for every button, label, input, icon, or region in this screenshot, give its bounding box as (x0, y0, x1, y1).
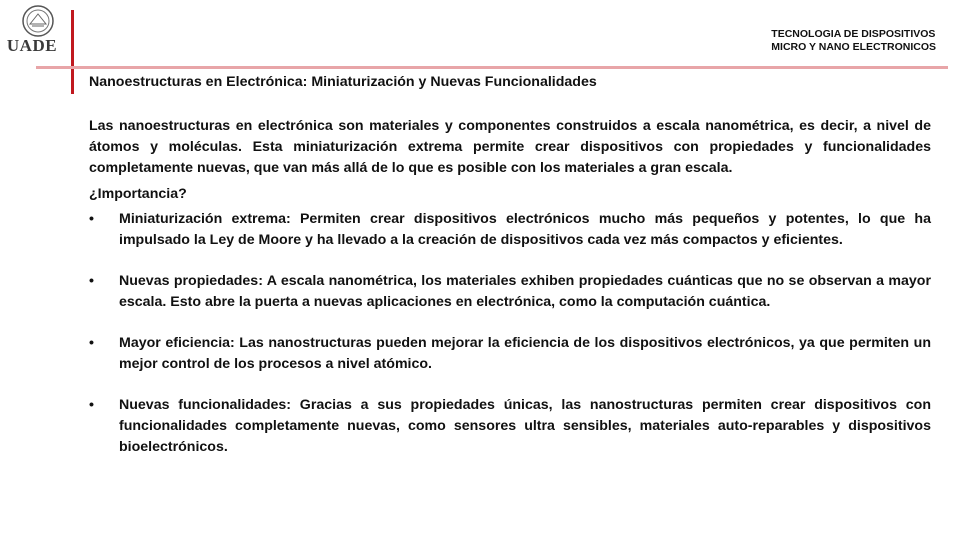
list-item-text: Mayor eficiencia: Las nanostructuras pueden mejorar la eficiencia de los dispositivos electrónicos, ya que permiten un mejor control de los procesos a nivel atómico. (119, 335, 931, 372)
header-divider (36, 66, 948, 69)
importance-heading: ¿Importancia? (89, 186, 187, 202)
intro-paragraph: Las nanoestructuras en electrónica son materiales y componentes construidos a escala nanométrica, es decir, a nivel de átomos y moléculas. Esta miniaturización extrema permite crear dispositivos con propiedades y funcionalidades completamente nuevas, que van más allá de lo que es posible con los materiales a gran escala. (89, 118, 931, 176)
list-item-text: Miniaturización extrema: Permiten crear dispositivos electrónicos mucho más pequeños y potentes, lo que ha impulsado la Ley de Moore y ha llevado a la creación de dispositivos cada vez más compactos y eficientes. (119, 211, 931, 248)
bullet-icon: • (89, 397, 94, 413)
bullet-icon: • (89, 211, 94, 227)
course-title-line-2: MICRO Y NANO ELECTRONICOS (771, 41, 936, 53)
course-title (771, 28, 936, 54)
uade-seal-icon (8, 4, 68, 40)
logo-text: UADE (6, 36, 58, 55)
slide-title: Nanoestructuras en Electrónica: Miniaturización y Nuevas Funcionalidades (89, 74, 597, 90)
list-item (89, 271, 931, 313)
list-item-text: Nuevas propiedades: A escala nanométrica, los materiales exhiben propiedades cuánticas que no se observan a mayor escala. Esto abre la puerta a nuevas aplicaciones en electrónica, como la computación cuántica. (119, 273, 931, 310)
bullet-icon: • (89, 335, 94, 351)
slide-body (89, 116, 931, 458)
course-title-line-1: TECNOLOGIA DE DISPOSITIVOS (771, 28, 936, 40)
list-item (89, 209, 931, 251)
header-accent-bar (71, 10, 74, 94)
bullet-icon: • (89, 273, 94, 289)
list-item-text: Nuevas funcionalidades: Gracias a sus propiedades únicas, las nanostructuras permiten crear dispositivos con funcionalidades completamente nuevas, como sensores ultra sensibles, materiales auto-reparables y dispositivos bioelectrónicos. (119, 397, 931, 455)
importance-list (89, 209, 931, 458)
list-item (89, 333, 931, 375)
list-item (89, 395, 931, 458)
